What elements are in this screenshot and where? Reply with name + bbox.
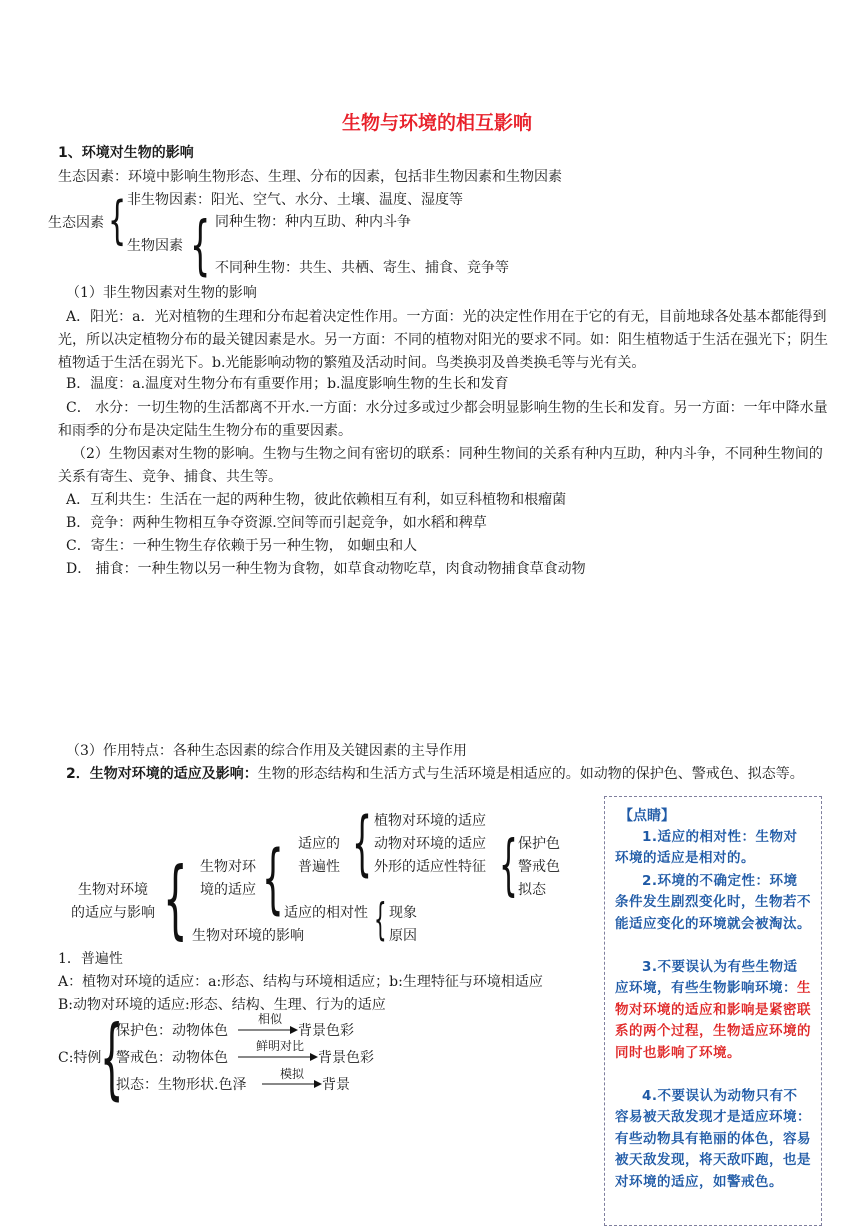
special-protective-arrow-label: 相似 — [258, 1012, 283, 1026]
p1-temperature: B．温度：a.温度对生物分布有重要作用；b.温度影响生物的生长和发育 — [66, 376, 509, 392]
tree1-biotic: 生物因素 — [127, 238, 183, 254]
tree2-protective-color: 保护色 — [518, 836, 560, 852]
tree1-same-species: 同种生物：种内互助、种内斗争 — [215, 214, 411, 230]
brace-icon: { — [262, 833, 284, 922]
tree1-diff-species: 不同种生物：共生、共栖、寄生、捕食、竞争等 — [215, 260, 509, 276]
tip-1: 1.适应的相对性：生物对环境的适应是相对的。 — [615, 829, 798, 867]
page-title: 生物与环境的相互影响 — [342, 112, 533, 134]
p2-competition: B．竞争：两种生物相互争夺资源.空间等而引起竞争，如水稻和稗草 — [66, 515, 487, 531]
tree2-relative: 适应的相对性 — [284, 905, 368, 921]
p1-sunlight-text: A．阳光：a．光对植物的生理和分布起着决定性作用。一方面：光的决定性作用在于它的有无，目前地球各处基本都能得到光，所以决定植物分布的最关键因素是水。另一方面：不同的植物对阳光的要求不同。如：阳生植物适于生活在强光下；阴生植物适于生活在弱光下。b.光能影响动物的繁殖及活动时间。鸟类换羽及兽类换毛等与光有关。 — [58, 309, 828, 371]
tree2-universal-line2: 普遍性 — [298, 859, 340, 875]
tree2-mimicry: 拟态 — [518, 882, 546, 898]
tree2-animal: 动物对环境的适应 — [374, 836, 486, 852]
special-mimicry-right: 背景 — [322, 1077, 350, 1093]
brace-icon: { — [163, 849, 188, 949]
special-warning-arrow-label: 鲜明对比 — [256, 1039, 305, 1053]
p2-mutualism: A．互利共生：生活在一起的两种生物，彼此依赖相互有利，如豆科植物和根瘤菌 — [66, 492, 567, 508]
tree2-root-line2: 的适应与影响 — [71, 905, 155, 921]
tree1-root: 生态因素 — [48, 215, 104, 231]
tree2-universal-line1: 适应的 — [298, 836, 340, 852]
tree2-plant: 植物对环境的适应 — [374, 813, 486, 829]
special-label: C:特例 — [58, 1050, 102, 1066]
tree1-abiotic: 非生物因素：阳光、空气、水分、土壤、温度、湿度等 — [127, 192, 463, 208]
tip-4: 4.不要误认为动物只有不容易被天敌发现才是适应环境：有些动物具有艳丽的体色，容易被天敌发现，将天敌吓跑，也是对环境的适应，如警戒色。 — [615, 1088, 811, 1190]
brace-icon: { — [374, 894, 387, 945]
tip-2: 2.环境的不确定性：环境条件发生剧烈变化时，生物若不能适应变化的环境就会被淘汰。 — [615, 873, 811, 932]
universality-plant: A：植物对环境的适应：a:形态、结构与环境相适应；b:生理特征与环境相适应 — [58, 974, 543, 990]
tip-box — [604, 796, 822, 1226]
p2-parasitism: C．寄生：一种生物生存依赖于另一种生物， 如蛔虫和人 — [66, 538, 418, 554]
p1-heading: （1）非生物因素对生物的影响 — [66, 285, 257, 301]
special-warning-right: 背景色彩 — [318, 1050, 374, 1066]
brace-icon: { — [352, 802, 373, 884]
special-mimicry-arrow-label: 模拟 — [280, 1067, 305, 1081]
tip-3-lead: 3.不要误认为有些生物适应环境，有些生物影响环境： — [615, 959, 798, 997]
tree2-warning-color: 警戒色 — [518, 859, 560, 875]
special-warning-left: 警戒色：动物体色 — [116, 1050, 228, 1066]
tree2-influence: 生物对环境的影响 — [192, 928, 304, 944]
eco-factor-definition: 生态因素：环境中影响生物形态、生理、分布的因素，包括非生物因素和生物因素 — [58, 169, 562, 185]
brace-icon: { — [100, 1006, 124, 1109]
universality-animal: B:动物对环境的适应:形态、结构、生理、行为的适应 — [58, 997, 386, 1013]
tree2-phenomenon: 现象 — [389, 905, 417, 921]
section-1-heading: 1、环境对生物的影响 — [58, 145, 194, 161]
section-2-heading: 2．生物对环境的适应及影响： — [66, 766, 258, 782]
tree2-root-line1: 生物对环境 — [78, 882, 148, 898]
p2-intro-text: （2）生物因素对生物的影响。生物与生物之间有密切的联系：同种生物间的关系有种内互助，种内斗争，不同种生物间的关系有寄生、竞争、捕食、共生等。 — [58, 446, 823, 485]
tree2-cause: 原因 — [389, 928, 417, 944]
special-protective-right: 背景色彩 — [298, 1023, 354, 1039]
p1-water-text: C． 水分：一切生物的生活都离不开水.一方面：水分过多或过少都会明显影响生物的生长和发育。另一方面：一年中降水量和雨季的分布是决定陆生生物分布的重要因素。 — [58, 400, 828, 439]
universality-heading: 1．普遍性 — [58, 951, 123, 967]
brace-icon: { — [108, 191, 127, 251]
tree2-adapt-line2: 境的适应 — [200, 882, 256, 898]
tree2-form: 外形的适应性特征 — [374, 859, 486, 875]
brace-icon: { — [190, 209, 211, 283]
tip-3 — [615, 957, 811, 1064]
brace-icon: { — [499, 826, 518, 903]
section-2-heading-rest: 生物的形态结构和生活方式与生活环境是相适应的。如动物的保护色、警戒色、拟态等。 — [257, 766, 804, 782]
p2-predation: D． 捕食：一种生物以另一种生物为食物，如草食动物吃草，肉食动物捕食草食动物 — [66, 561, 586, 577]
p3-features: （3）作用特点：各种生态因素的综合作用及关键因素的主导作用 — [66, 743, 467, 759]
special-protective-left: 保护色：动物体色 — [116, 1023, 228, 1039]
tree2-adapt-line1: 生物对环 — [200, 859, 256, 875]
tip-heading: 【点睛】 — [619, 808, 675, 824]
special-mimicry-left: 拟态：生物形状.色泽 — [116, 1077, 247, 1093]
tip-3-emphasis: 生物对环境的适应和影响是紧密联系的两个过程，生物适应环境的同时也影响了环境。 — [615, 980, 811, 1061]
